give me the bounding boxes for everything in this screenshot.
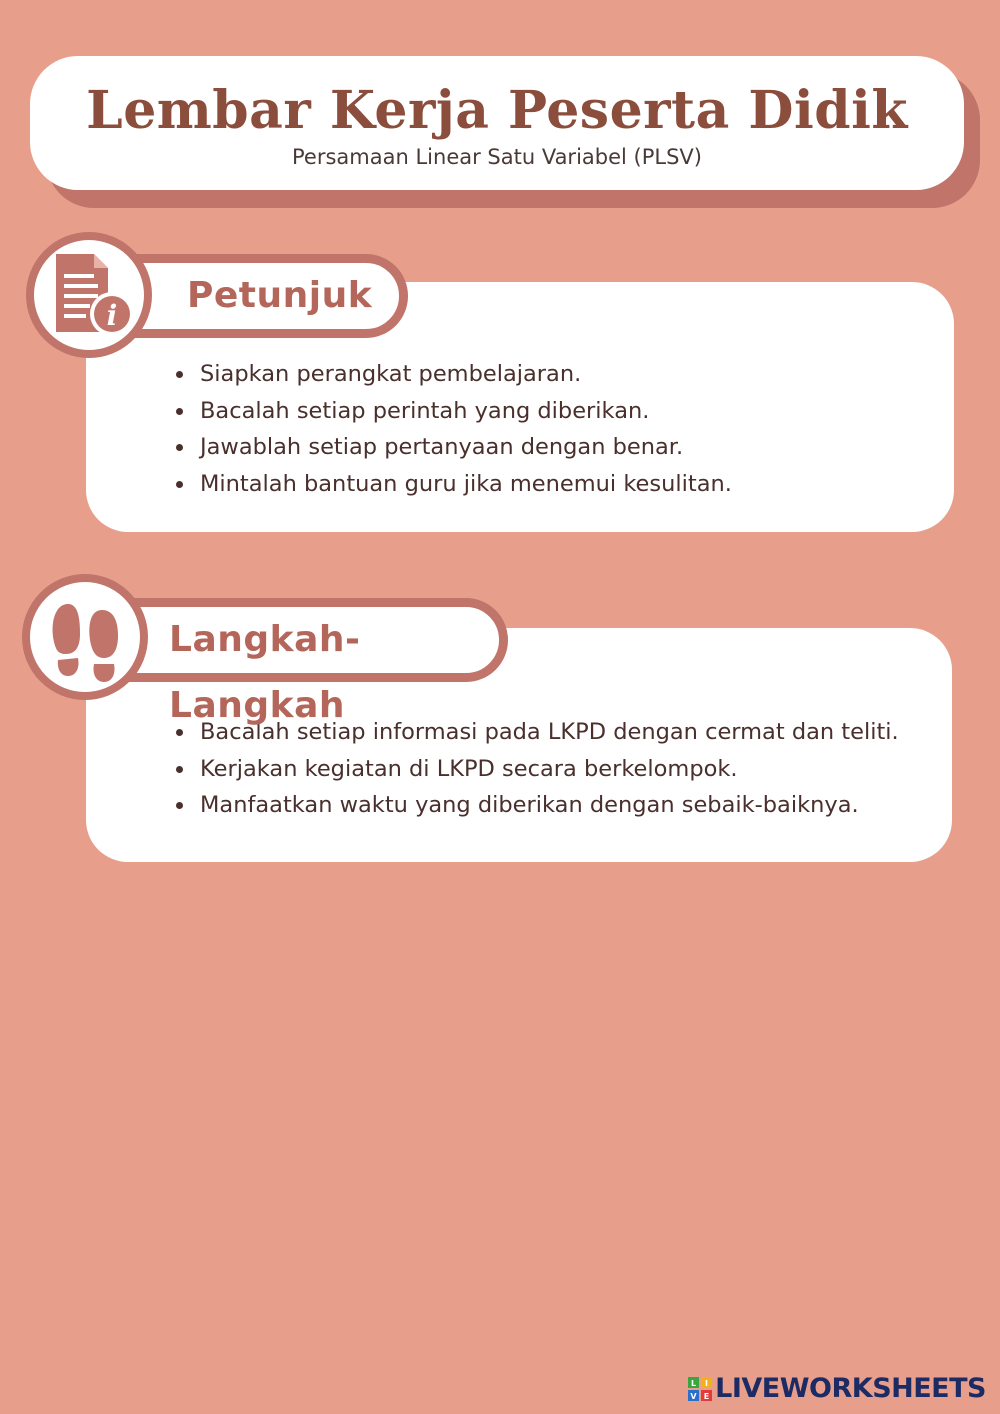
svg-text:L: L: [691, 1379, 697, 1388]
info-document-icon: [34, 240, 144, 350]
svg-text:I: I: [705, 1379, 709, 1388]
list-item: Jawablah setiap pertanyaan dengan benar.: [176, 429, 934, 466]
list-item: Siapkan perangkat pembelajaran.: [176, 356, 934, 393]
list-item: Mintalah bantuan guru jika menemui kesulitan.: [176, 466, 934, 503]
footprints-icon: [30, 582, 140, 692]
liveworksheets-brand: [688, 1374, 986, 1404]
svg-text:E: E: [703, 1392, 710, 1401]
liveworksheets-logo-icon: [688, 1377, 712, 1401]
title-card: [30, 56, 964, 190]
svg-text:i: i: [106, 299, 118, 332]
list-item: Bacalah setiap informasi pada LKPD dengan cermat dan teliti.: [176, 714, 932, 751]
svg-text:V: V: [690, 1392, 697, 1401]
list-item: Kerjakan kegiatan di LKPD secara berkelompok.: [176, 751, 932, 788]
page-subtitle: Persamaan Linear Satu Variabel (PLSV): [292, 145, 702, 169]
list-item: Manfaatkan waktu yang diberikan dengan sebaik-baiknya.: [176, 787, 932, 824]
langkah-heading: Langkah-Langkah: [169, 619, 361, 726]
page-title: Lembar Kerja Peserta Didik: [86, 80, 908, 141]
langkah-badge: [22, 574, 148, 700]
petunjuk-list: [176, 356, 934, 502]
petunjuk-badge: [26, 232, 152, 358]
liveworksheets-brand-text: LIVEWORKSHEETS: [715, 1373, 986, 1404]
list-item: Bacalah setiap perintah yang diberikan.: [176, 393, 934, 430]
petunjuk-heading: Petunjuk: [187, 275, 373, 316]
